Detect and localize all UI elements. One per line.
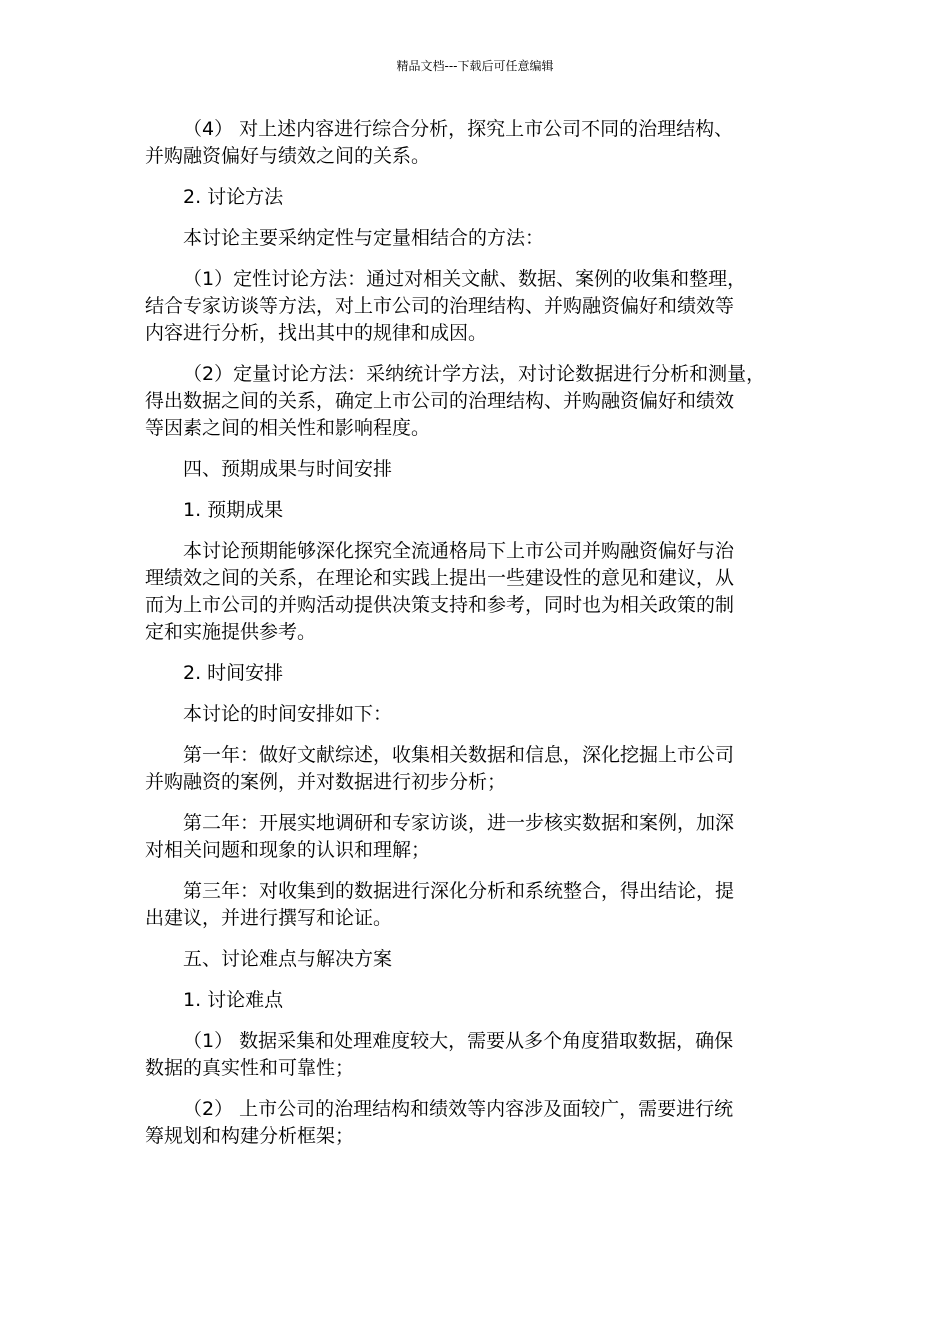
paragraph-line: 得出数据之间的关系，确定上市公司的治理结构、并购融资偏好和绩效: [145, 390, 735, 412]
paragraph-line: 筹规划和构建分析框架；: [145, 1125, 355, 1147]
paragraph-line: 第二年：开展实地调研和专家访谈，进一步核实数据和案例，加深: [183, 812, 735, 834]
paragraph: [145, 456, 805, 483]
paragraph: [145, 497, 805, 524]
paragraph-line: 定和实施提供参考。: [145, 621, 317, 643]
paragraph: [145, 266, 805, 347]
paragraph: [145, 946, 805, 973]
paragraph: [145, 1028, 805, 1082]
paragraph-line: （2）定量讨论方法：采纳统计学方法，对讨论数据进行分析和测量，: [183, 363, 766, 385]
paragraph: [145, 184, 805, 211]
paragraph: [145, 987, 805, 1014]
paragraph-line: 四、预期成果与时间安排: [183, 458, 393, 480]
paragraph: [145, 225, 805, 252]
paragraph: [145, 878, 805, 932]
paragraph-line: （1） 数据采集和处理难度较大，需要从多个角度猎取数据，确保: [183, 1030, 734, 1052]
paragraph: [145, 742, 805, 796]
paragraph: [145, 660, 805, 687]
document-body: [145, 116, 805, 1164]
paragraph-line: 1. 讨论难点: [183, 989, 284, 1011]
paragraph-line: 第三年：对收集到的数据进行深化分析和系统整合，得出结论，提: [183, 880, 735, 902]
paragraph-line: 并购融资偏好与绩效之间的关系。: [145, 145, 431, 167]
paragraph-line: （4） 对上述内容进行综合分析，探究上市公司不同的治理结构、: [183, 118, 734, 140]
paragraph: [145, 361, 805, 442]
paragraph: [145, 810, 805, 864]
paragraph-line: 内容进行分析，找出其中的规律和成因。: [145, 322, 488, 344]
paragraph-line: 本讨论主要采纳定性与定量相结合的方法：: [183, 227, 545, 249]
paragraph-line: 本讨论的时间安排如下：: [183, 703, 393, 725]
paragraph-line: 五、讨论难点与解决方案: [183, 948, 393, 970]
page-header: 精品文档---下载后可任意编辑: [396, 59, 554, 73]
paragraph: [145, 538, 805, 646]
paragraph-line: 等因素之间的相关性和影响程度。: [145, 417, 431, 439]
paragraph-line: 出建议，并进行撰写和论证。: [145, 907, 393, 929]
paragraph: [145, 1096, 805, 1150]
paragraph: [145, 701, 805, 728]
paragraph-line: 第一年：做好文献综述，收集相关数据和信息，深化挖掘上市公司: [183, 744, 735, 766]
paragraph-line: 并购融资的案例，并对数据进行初步分析；: [145, 771, 507, 793]
paragraph-line: 而为上市公司的并购活动提供决策支持和参考，同时也为相关政策的制: [145, 594, 735, 616]
paragraph-line: 结合专家访谈等方法，对上市公司的治理结构、并购融资偏好和绩效等: [145, 295, 735, 317]
paragraph-line: 2. 时间安排: [183, 662, 284, 684]
paragraph-line: （2） 上市公司的治理结构和绩效等内容涉及面较广，需要进行统: [183, 1098, 734, 1120]
paragraph-line: （1）定性讨论方法：通过对相关文献、数据、案例的收集和整理，: [183, 268, 747, 290]
paragraph-line: 理绩效之间的关系，在理论和实践上提出一些建设性的意见和建议，从: [145, 567, 735, 589]
paragraph: [145, 116, 805, 170]
paragraph-line: 对相关问题和现象的认识和理解；: [145, 839, 431, 861]
paragraph-line: 本讨论预期能够深化探究全流通格局下上市公司并购融资偏好与治: [183, 540, 735, 562]
paragraph-line: 2. 讨论方法: [183, 186, 284, 208]
paragraph-line: 1. 预期成果: [183, 499, 284, 521]
paragraph-line: 数据的真实性和可靠性；: [145, 1057, 355, 1079]
